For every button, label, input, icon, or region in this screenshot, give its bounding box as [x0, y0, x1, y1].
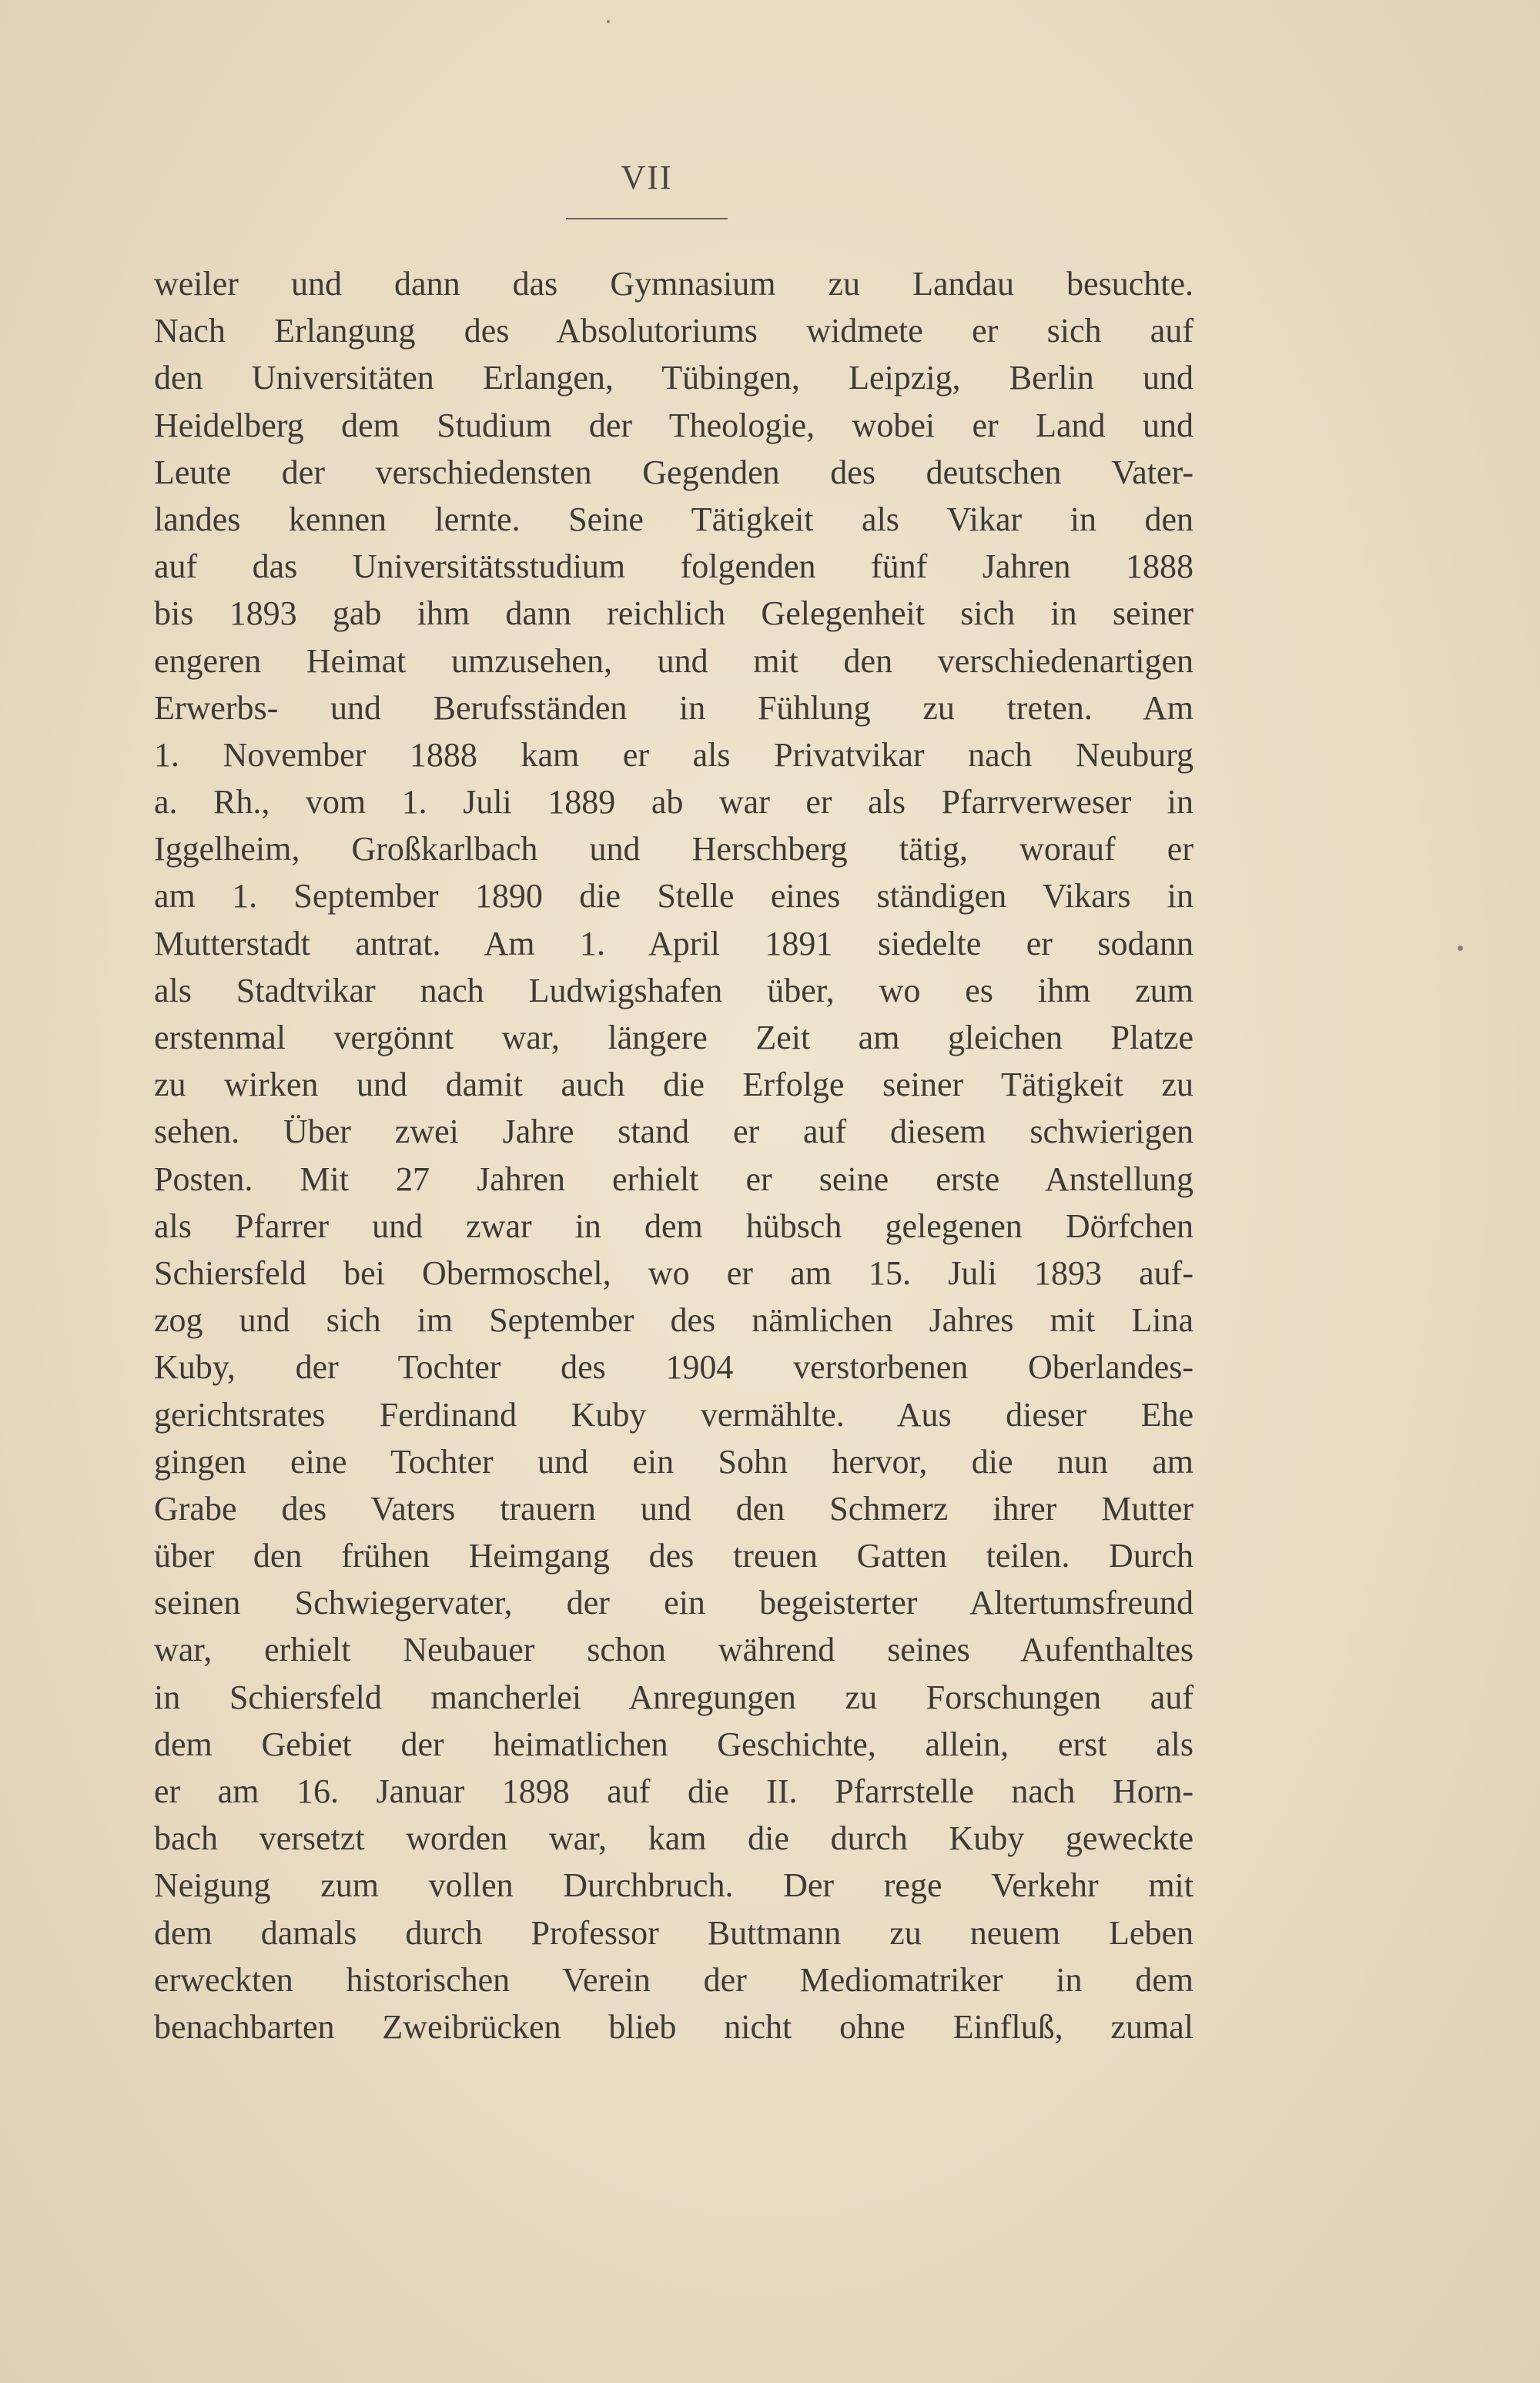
header-rule [566, 218, 728, 219]
text-line: zu wirken und damit auch die Erfolge seiner Tätigkeit zu [154, 1066, 1194, 1104]
text-line: Grabe des Vaters trauern und den Schmerz ihrer Mutter [154, 1489, 1194, 1528]
text-line: Posten. Mit 27 Jahren erhielt er seine erste Anstellung [154, 1160, 1194, 1198]
text-line: bach versetzt worden war, kam die durch Kuby geweckte [154, 1819, 1194, 1858]
paper-speck [607, 20, 610, 23]
text-line: engeren Heimat umzusehen, und mit den verschiedenartigen [154, 641, 1194, 680]
text-line: er am 16. Januar 1898 auf die II. Pfarrstelle nach Horn- [154, 1772, 1194, 1810]
text-line: weiler und dann das Gymnasium zu Landau besuchte. [154, 265, 1194, 303]
text-line: auf das Universitätsstudium folgenden fünf Jahren 1888 [154, 547, 1194, 586]
text-line: Kuby, der Tochter des 1904 verstorbenen Oberlandes- [154, 1348, 1194, 1387]
text-line: dem Gebiet der heimatlichen Geschichte, allein, erst als [154, 1725, 1194, 1763]
page-number: VII [621, 159, 673, 196]
text-line: erweckten historischen Verein der Mediomatriker in dem [154, 1960, 1194, 1999]
text-line: am 1. September 1890 die Stelle eines ständigen Vikars in [154, 877, 1194, 915]
text-line: landes kennen lernte. Seine Tätigkeit als Vikar in den [154, 500, 1194, 538]
text-line: Mutterstadt antrat. Am 1. April 1891 siedelte er sodann [154, 924, 1194, 962]
paper-speck [1458, 946, 1463, 951]
text-line: erstenmal vergönnt war, längere Zeit am gleichen Platze [154, 1019, 1194, 1056]
text-line: Schiersfeld bei Obermoschel, wo er am 15. Juli 1893 auf- [154, 1253, 1194, 1292]
text-line: dem damals durch Professor Buttmann zu neuem Leben [154, 1913, 1194, 1952]
text-line: Nach Erlangung des Absolutoriums widmete er sich auf [154, 312, 1194, 350]
text-line: Neigung zum vollen Durchbruch. Der rege Verkehr mit [154, 1866, 1194, 1905]
text-line: Leute der verschiedensten Gegenden des deutschen Vater- [154, 453, 1194, 491]
text-line: gingen eine Tochter und ein Sohn hervor, die nun am [154, 1442, 1194, 1481]
text-line: Heidelberg dem Studium der Theologie, wobei er Land und [154, 406, 1194, 444]
text-line: in Schiersfeld mancherlei Anregungen zu Forschungen auf [154, 1678, 1194, 1716]
text-line: seinen Schwiegervater, der ein begeisterter Altertumsfreund [154, 1584, 1194, 1622]
body-text [154, 260, 1194, 2050]
text-line: war, erhielt Neubauer schon während seines Aufenthaltes [154, 1631, 1194, 1669]
text-line: zog und sich im September des nämlichen Jahres mit Lina [154, 1301, 1194, 1340]
text-line: a. Rh., vom 1. Juli 1889 ab war er als Pfarrverweser in [154, 783, 1194, 822]
text-line: den Universitäten Erlangen, Tübingen, Leipzig, Berlin und [154, 359, 1194, 397]
text-line: als Stadtvikar nach Ludwigshafen über, wo es ihm zum [154, 971, 1194, 1009]
text-line: benachbarten Zweibrücken blieb nicht ohne Einfluß, zumal [154, 2007, 1194, 2046]
text-line: Iggelheim, Großkarlbach und Herschberg tätig, worauf er [154, 830, 1194, 869]
text-line: Erwerbs- und Berufsständen in Fühlung zu treten. Am [154, 688, 1194, 727]
text-line: gerichtsrates Ferdinand Kuby vermählte. Aus dieser Ehe [154, 1395, 1194, 1434]
text-line: sehen. Über zwei Jahre stand er auf diesem schwierigen [154, 1113, 1194, 1151]
text-line: 1. November 1888 kam er als Privatvikar nach Neuburg [154, 735, 1194, 774]
text-line: über den frühen Heimgang des treuen Gatten teilen. Durch [154, 1537, 1194, 1575]
text-line: bis 1893 gab ihm dann reichlich Gelegenheit sich in seiner [154, 594, 1194, 633]
text-line: als Pfarrer und zwar in dem hübsch gelegenen Dörfchen [154, 1207, 1194, 1245]
